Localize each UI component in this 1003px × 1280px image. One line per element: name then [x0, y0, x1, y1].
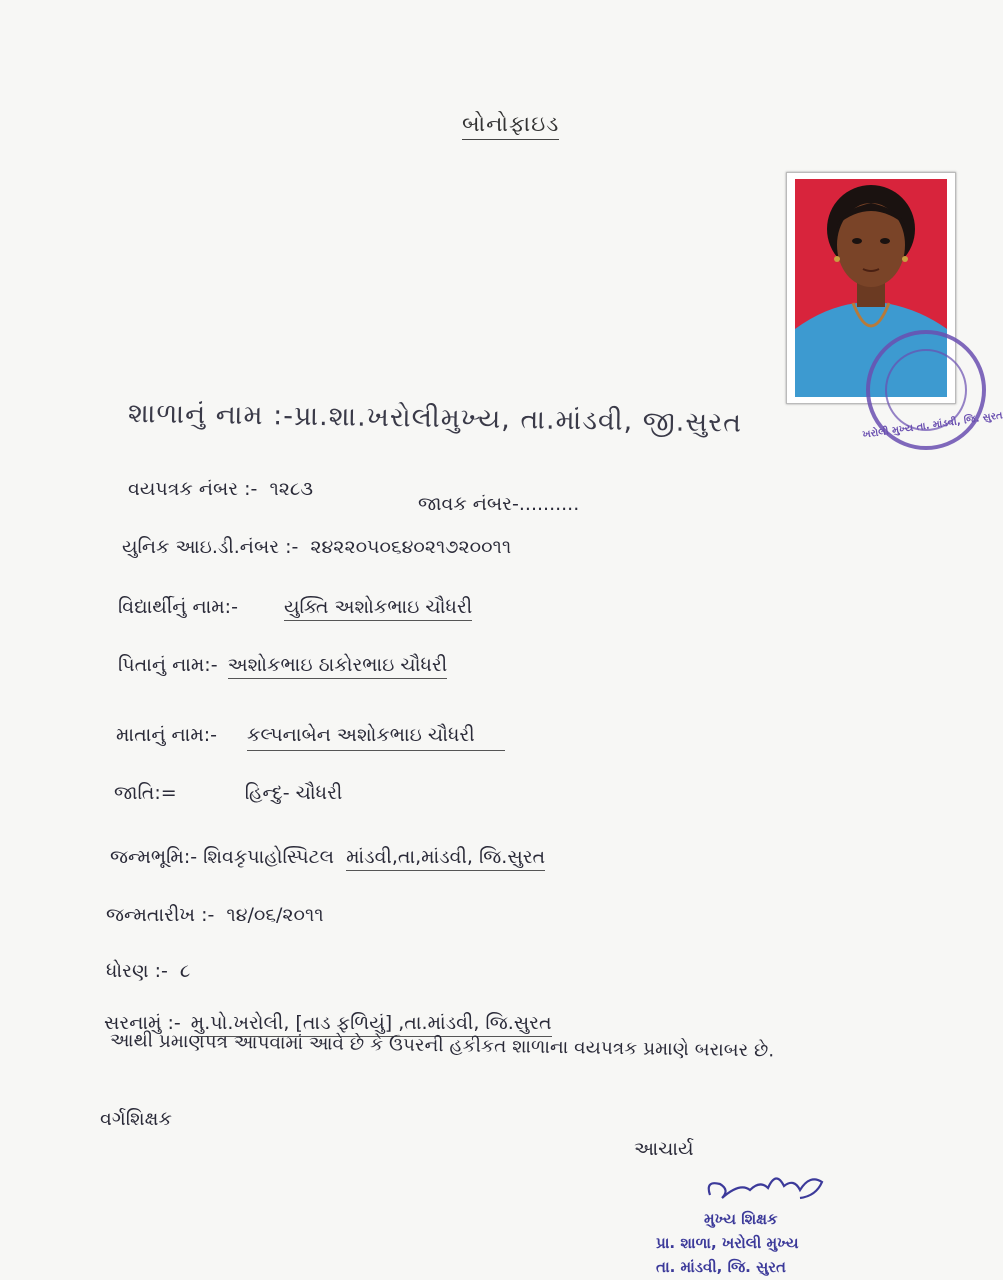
register-value: ૧૨૮૩ — [269, 478, 314, 500]
signature-line1: મુખ્ય શિક્ષક — [704, 1210, 778, 1228]
principal-signature — [650, 1160, 850, 1280]
caste-value: હિન્દુ- ચૌધરી — [244, 782, 343, 804]
school-stamp — [860, 308, 1003, 458]
signature-line3: તા. માંડવી, જિ. સુરત — [656, 1258, 786, 1276]
birthplace-label: જન્મભૂમિ:- શિવકૃપાહોસ્પિટલ — [110, 846, 335, 868]
dob-label: જન્મતારીખ :- — [106, 904, 215, 926]
student-name-value: યુક્તિ અશોકભાઇ ચૌધરી — [284, 596, 472, 621]
outward-number: જાવક નંબર-.......... — [418, 493, 580, 515]
address-value: મુ.પો.ખરોલી, [તાડ ફળિયું] ,તા.માંડવી, જિ.સુરત — [191, 1012, 552, 1037]
caste-row — [114, 782, 342, 804]
uid-label: યુનિક આઇ.ડી.નંબર :- — [122, 536, 299, 558]
signature-line2: પ્રા. શાળા, ખરોલી મુખ્ય — [656, 1234, 799, 1252]
std-value: ૮ — [179, 960, 191, 982]
father-name-row — [118, 654, 447, 679]
caste-label: જાતિ:= — [114, 782, 177, 804]
father-label: પિતાનું નામ:- — [118, 654, 218, 676]
uid-row — [122, 536, 511, 558]
dob-row — [106, 904, 324, 926]
uid-value: ૨૪૨૨૦૫૦૬૪૦૨૧૭૨૦૦૧૧ — [310, 536, 512, 558]
mother-name-value: કલ્પનાબેન અશોકભાઇ ચૌધરી — [247, 724, 505, 751]
student-name-row — [118, 596, 472, 621]
mother-name-row — [116, 724, 505, 751]
signature-scribble — [650, 1160, 850, 1210]
class-teacher-label: વર્ગશિક્ષક — [100, 1108, 172, 1130]
standard-row — [106, 960, 190, 982]
document-title: બોનોફાઇડ — [462, 112, 559, 140]
stamp-text: ખરોલી મુખ્ય તા. માંડવી, જિ. સુરત — [861, 410, 1003, 441]
school-name: શાળાનું નામ :-પ્રા.શા.ખરોલીમુખ્ય, તા.માંડવી, જી.સુરત — [127, 398, 743, 439]
father-name-value: અશોકભાઇ ઠાકોરભાઇ ચૌધરી — [228, 654, 448, 679]
register-number-row — [128, 478, 313, 500]
student-label: વિદ્યાર્થીનું નામ:- — [118, 596, 238, 618]
principal-label: આચાર્ય — [634, 1138, 694, 1160]
register-label: વયપત્રક નંબર :- — [128, 478, 258, 500]
mother-label: માતાનું નામ:- — [116, 724, 217, 746]
dob-value: ૧૪/૦૬/૨૦૧૧ — [226, 904, 324, 926]
birthplace-value: માંડવી,તા,માંડવી, જિ.સુરત — [346, 846, 545, 871]
address-label: સરનામું :- — [104, 1012, 181, 1034]
birthplace-row — [110, 846, 545, 871]
certification-text: આથી પ્રમાણપત્ર આપવામાં આવે છે કે ઉપરની હકીકત શાળાના વયપત્રક પ્રમાણે બરાબર છે. — [109, 1030, 775, 1062]
std-label: ધોરણ :- — [106, 960, 168, 982]
